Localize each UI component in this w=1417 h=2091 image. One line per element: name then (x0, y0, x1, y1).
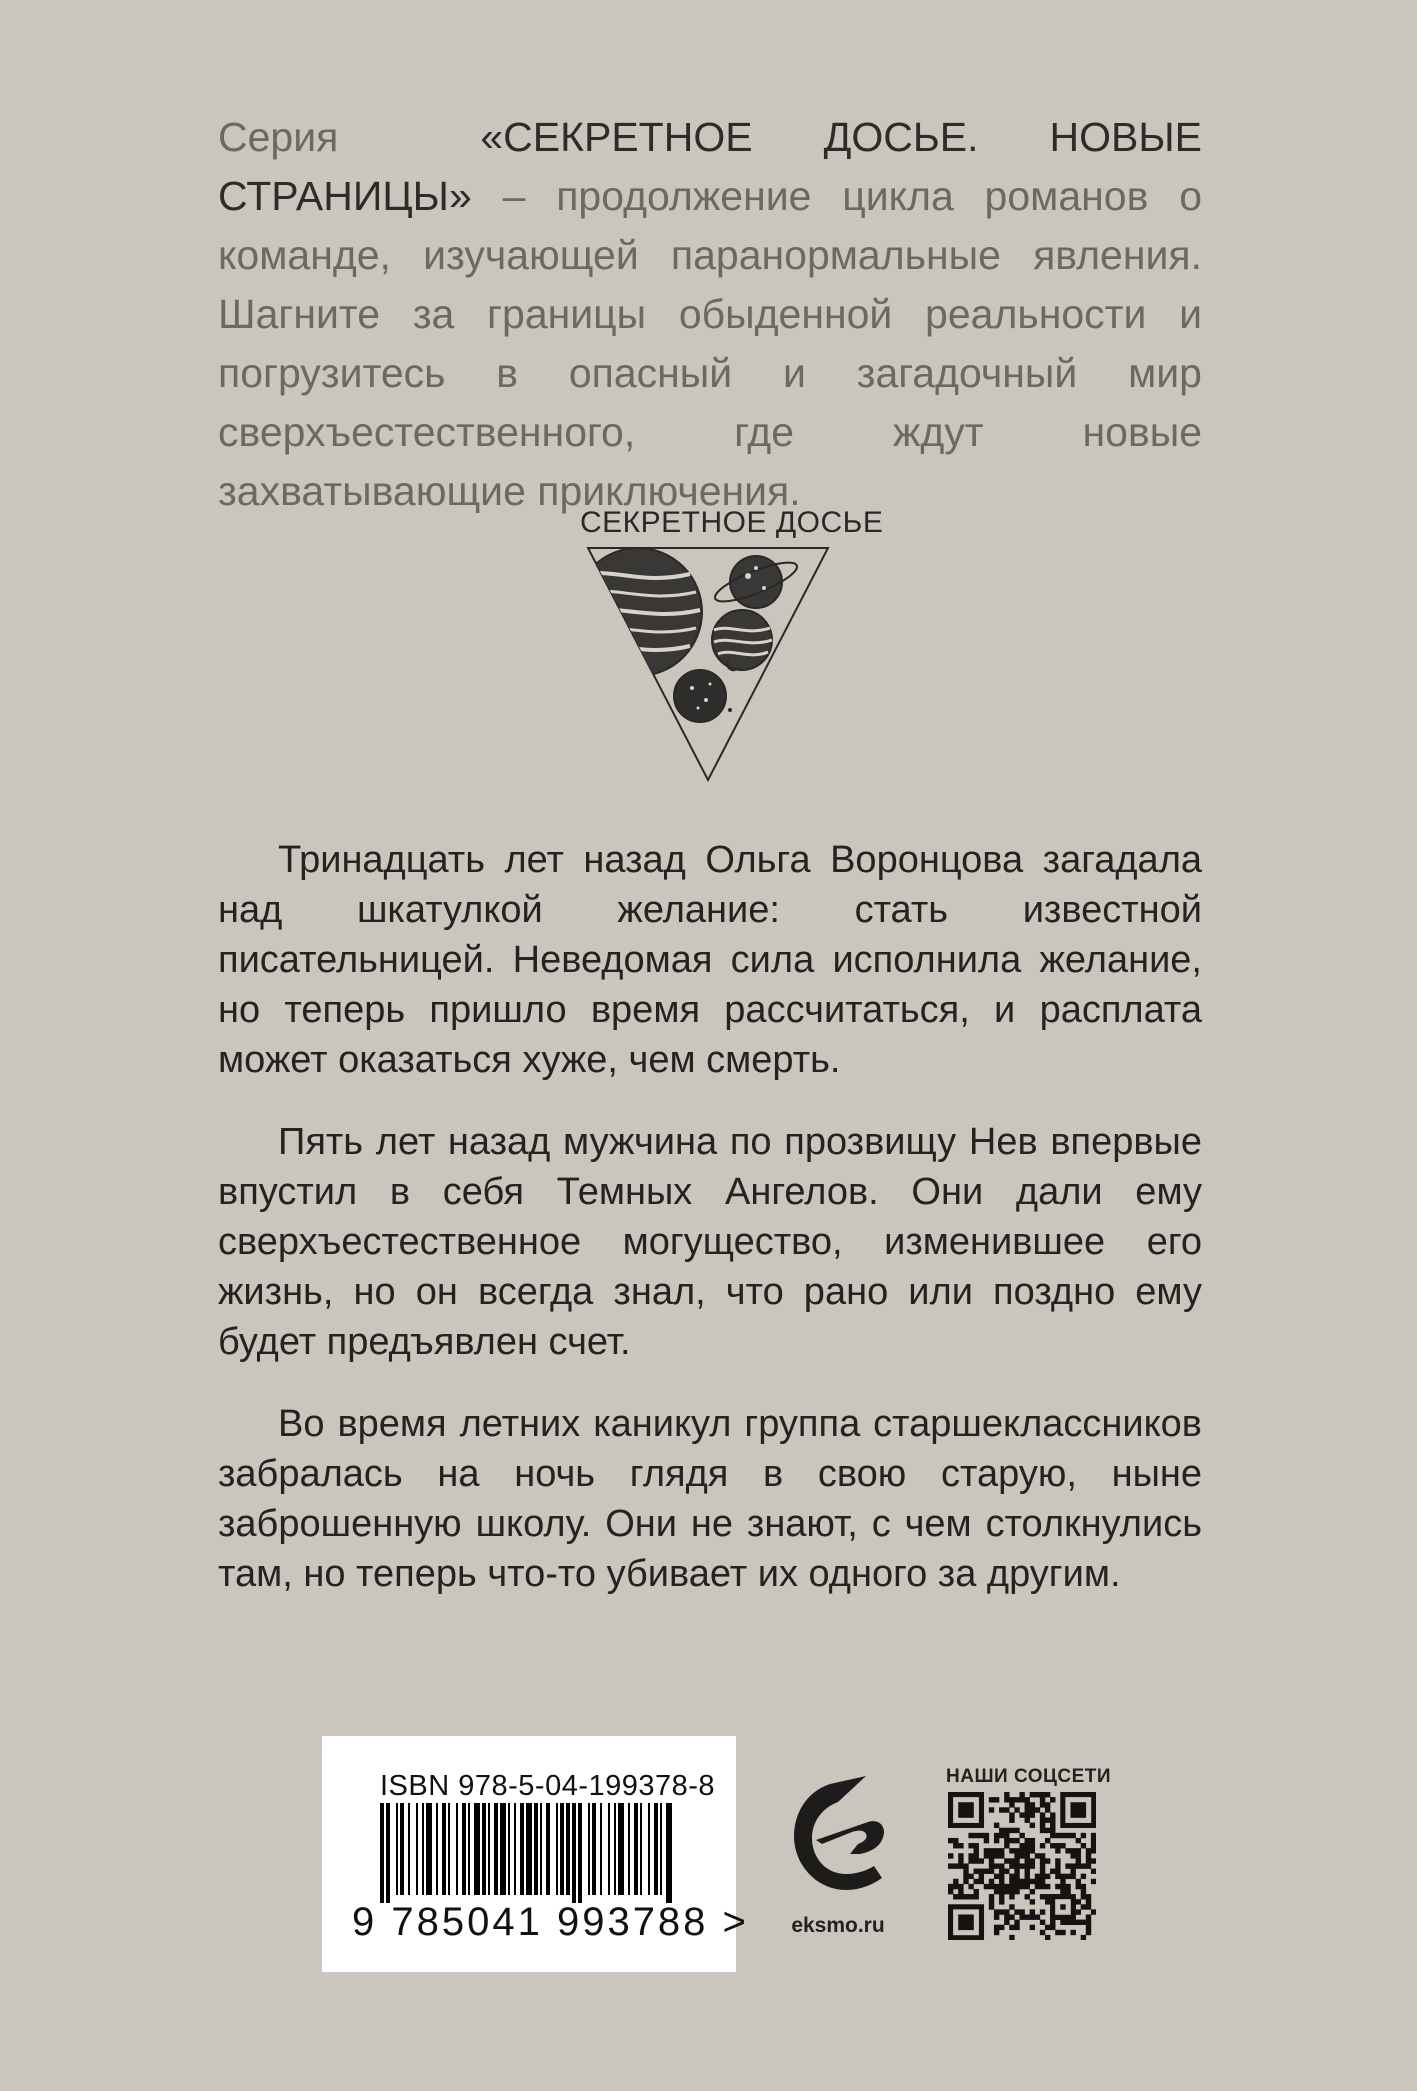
annotation-paragraph: Тринадцать лет назад Ольга Воронцова загадала над шкатулкой желание: стать известной писательницей. Неведомая сила исполнила желание, но теперь пришло время рассчитаться, и расплата может оказаться хуже, чем смерть. (218, 839, 1202, 1081)
book-annotation (218, 835, 1202, 1631)
barcode-digits: 9 785041 993788 > (352, 1900, 749, 1944)
barcode-icon (380, 1803, 676, 1903)
series-lead: Серия (218, 114, 339, 160)
annotation-paragraph: Пять лет назад мужчина по прозвищу Нев впервые впустил в себя Темных Ангелов. Они дали ему сверхъестественное могущество, изменившее его жизнь, но он всегда знал, что рано или поздно ему будет предъявлен счет. (218, 1121, 1202, 1363)
triangle-planets-icon (580, 538, 836, 786)
series-name: «СЕКРЕТНОЕ ДОСЬЕ. НОВЫЕ СТРАНИЦЫ» (218, 114, 1202, 219)
series-description: – продолжение цикла романов о команде, изучающей паранормальные явления. Шагните за границы обыденной реальности и погрузитесь в опасный и загадочный мир сверхъестественного, где ждут новые захватывающие приключения. (218, 173, 1202, 514)
emblem-title: СЕКРЕТНОЕ ДОСЬЕ (580, 506, 884, 539)
social-label: НАШИ СОЦСЕТИ (946, 1766, 1112, 1787)
series-blurb (218, 108, 1202, 521)
annotation-paragraph: Во время летних каникул группа старшеклассников забралась на ночь глядя в свою старую, ныне заброшенную школу. Они не знают, с чем столкнулись там, но теперь что-то убивает их одного за другим. (218, 1403, 1202, 1595)
eksmo-logo-icon (786, 1770, 890, 1898)
series-emblem (580, 506, 884, 786)
publisher-site: eksmo.ru (791, 1914, 885, 1937)
isbn-number: ISBN 978-5-04-199378-8 (380, 1770, 716, 1802)
qr-code-icon (948, 1792, 1096, 1940)
barcode-panel (322, 1736, 749, 1972)
